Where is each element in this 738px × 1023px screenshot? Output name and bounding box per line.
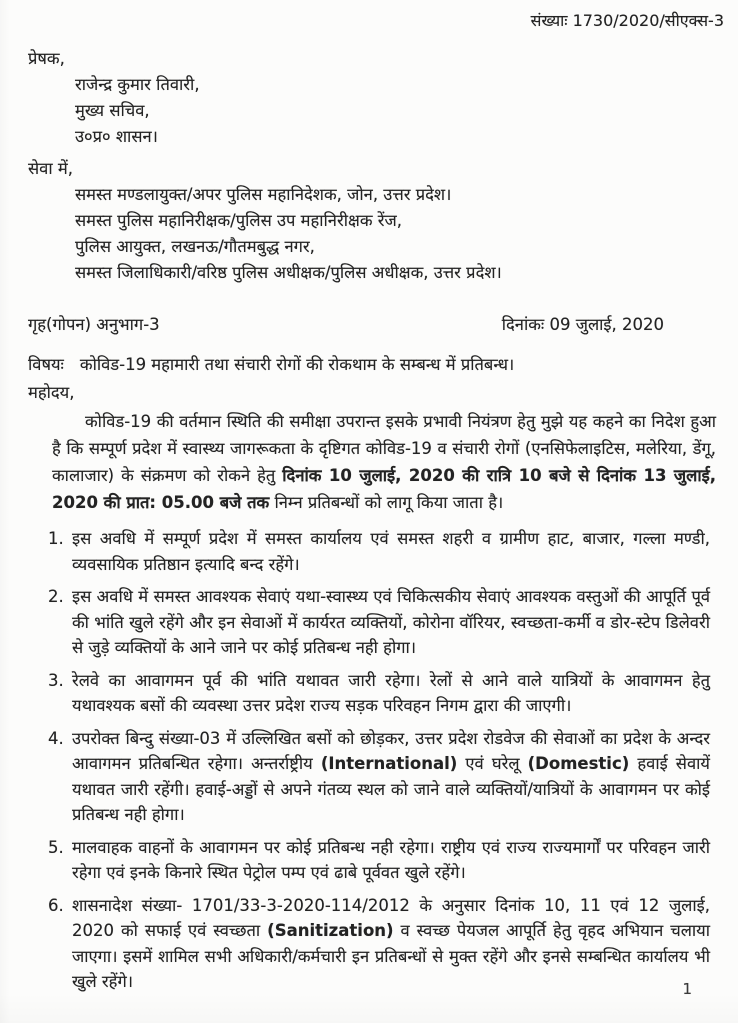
salutation: महोदय, [28, 383, 75, 402]
item-text [72, 726, 710, 828]
recipient-line: समस्त पुलिस महानिरीक्षक/पुलिस उप महानिरीक्षक रेंज, [75, 211, 402, 230]
list-item [48, 726, 710, 828]
recipient-line: समस्त मण्डलायुक्त/अपर पुलिस महानिदेशक, जोन, उत्तर प्रदेश। [75, 185, 452, 204]
subject-row [28, 352, 724, 378]
item-text [72, 526, 710, 577]
page-number: 1 [682, 980, 692, 998]
section-name: गृह(गोपन) अनुभाग-3 [28, 315, 160, 334]
item-text [72, 835, 710, 886]
text-segment: शासनादेश संख्या- 1701/33-3-2020-114/2012 के अनुसार दिनांक 10, 11 एवं 12 जुलाई, 2020 को सफाई एवं स्वच्छता [72, 895, 710, 940]
bold-segment: (Domestic) [527, 754, 630, 773]
recipients-block [75, 182, 724, 286]
text-segment: उपरोक्त बिन्दु संख्या-03 में उल्लिखित बसों को छोड़कर, उत्तर प्रदेश रोडवेज की सेवाओं का प्रदेश के अन्दर आवागमन प्रतिबन्धित रहेगा। अन्तर्राष्ट्रीय [72, 728, 710, 773]
item-number: 5. [48, 837, 64, 857]
sender-designation: मुख्य सचिव, [75, 101, 150, 120]
list-item [48, 835, 710, 886]
item-number: 1. [48, 529, 64, 548]
sender-organization: उ०प्र० शासन। [75, 127, 158, 146]
recipients-label: सेवा में, [28, 159, 73, 178]
bold-segment: (International) [320, 754, 458, 773]
reference-number: संख्याः 1730/2020/सीएक्स-3 [530, 11, 724, 30]
section-date-row [28, 312, 724, 338]
text-segment: मालवाहक वाहनों के आवागमन पर कोई प्रतिबन्ध नही रहेगा। राष्ट्रीय एवं राज्य राज्यमार्गों पर परिवहन जारी रहेगा एवं इनके किनारे स्थित पेट्रोल पम्प एवं ढाबे पूर्ववत खुले रहेंगे। [72, 837, 710, 882]
list-item [48, 526, 710, 577]
item-number: 3. [48, 670, 64, 690]
subject-label: विषयः [28, 355, 64, 374]
text-segment: रेलवे का आवागमन पूर्व की भांति यथावत जारी रहेगा। रेलों से आने वाले यात्रियों के आवागमन हेतु यथावश्यक बसों की व्यवस्था उत्तर प्रदेश राज्य सड़क परिवहन निगम द्वारा की जाएगी। [72, 670, 710, 715]
recipient-line: पुलिस आयुक्त, लखनऊ/गौतमबुद्ध नगर, [75, 237, 315, 256]
letter-date: दिनांकः 09 जुलाई, 2020 [501, 315, 664, 334]
text-segment: व स्वच्छ पेयजल आपूर्ति हेतु वृहद अभियान चलाया जाएगा। इसमें शामिल सभी अधिकारी/कर्मचारी इन प्रतिबन्धों से मुक्त रहेंगे और इनसे सम्बन्धित कार्यालय भी खुले रहेंगे। [72, 921, 710, 991]
item-number: 4. [48, 728, 64, 748]
bold-segment: दिनांक 10 जुलाई, 2020 की रात्रि 10 बजे से दिनांक 13 जुलाई, 2020 की प्रात: 05.00 बजे तक [52, 466, 716, 512]
text-segment: निम्न प्रतिबन्धों को लागू किया जाता है। [269, 493, 504, 512]
restrictions-list [48, 526, 710, 995]
text-segment: एवं घरेलू [457, 754, 528, 773]
sender-label: प्रेषक, [28, 49, 65, 68]
list-item [48, 584, 710, 661]
text-segment: इस अवधि में समस्त आवश्यक सेवाएं यथा-स्वास्थ्य एवं चिकित्सकीय सेवाएं आवश्यक वस्तुओं की आपूर्ति पूर्व की भांति खुले रहेंगे और इन सेवाओं में कार्यरत व्यक्तियों, कोरोना वॉरियर, स्वच्छता-कर्मी व डोर-स्टेप डिलेवरी से जुड़े व्यक्तियों के आने जाने पर कोई प्रतिबन्ध नही होगा। [72, 587, 710, 657]
item-text [72, 668, 710, 719]
item-number: 6. [48, 895, 64, 915]
body-paragraph [52, 408, 716, 516]
subject-text: कोविड-19 महामारी तथा संचारी रोगों की रोकथाम के सम्बन्ध में प्रतिबन्ध। [79, 355, 515, 374]
text-segment: इस अवधि में सम्पूर्ण प्रदेश में समस्त कार्यालय एवं समस्त शहरी व ग्रामीण हाट, बाजार, गल्ला मण्डी, व्यवसायिक प्रतिष्ठान इत्यादि बन्द रहेंगे। [72, 529, 710, 574]
recipient-line: समस्त जिलाधिकारी/वरिष्ठ पुलिस अधीक्षक/पुलिस अधीक्षक, उत्तर प्रदेश। [75, 263, 502, 282]
text-segment: कोविड-19 की वर्तमान स्थिति की समीक्षा उपरान्त इसके प्रभावी नियंत्रण हेतु मुझे यह कहने का निदेश हुआ है कि सम्पूर्ण प्रदेश में स्वास्थ्य जागरूकता के दृष्टिगत कोविड-19 व संचारी रोगों (एनसिफेलाइटिस, मलेरिया, डेंगू, कालाजार) के संक्रमण को रोकने हेतु [52, 412, 716, 485]
bold-segment: (Sanitization) [267, 921, 394, 940]
item-text [72, 584, 710, 661]
sender-block [75, 72, 724, 150]
sender-name: राजेन्द्र कुमार तिवारी, [75, 75, 200, 94]
list-item [48, 893, 710, 995]
list-item [48, 668, 710, 719]
item-text [72, 893, 710, 995]
text-segment: हवाई सेवायें यथावत जारी रहेंगी। हवाई-अड्डों से अपने गंतव्य स्थल को जाने वाले व्यक्तियों/यात्रियों के आवागमन पर कोई प्रतिबन्ध नही होगा। [72, 754, 710, 824]
item-number: 2. [48, 587, 64, 606]
